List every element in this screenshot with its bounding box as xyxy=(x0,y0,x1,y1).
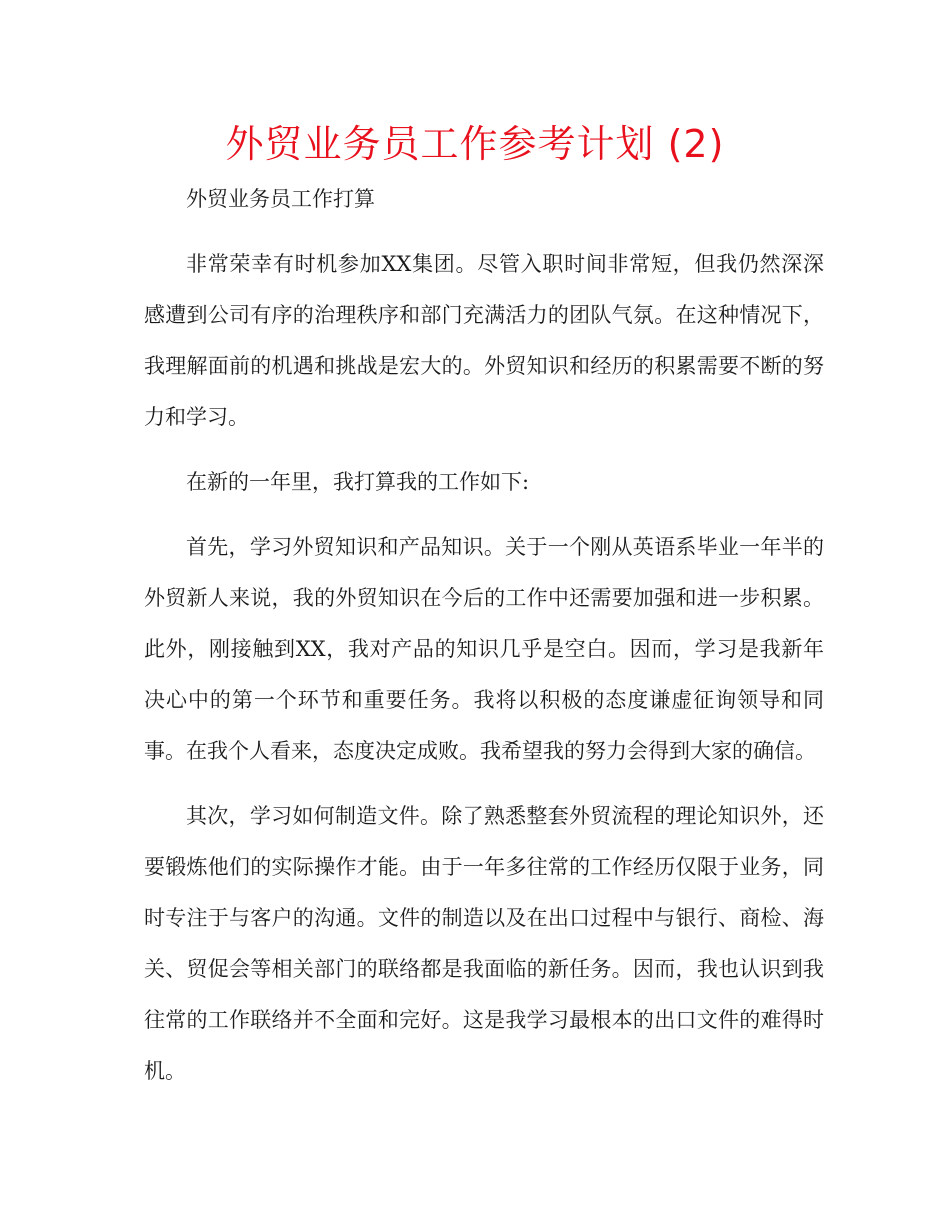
paragraph-first-point: 首先，学习外贸知识和产品知识。关于一个刚从英语系毕业一年半的外贸新人来说，我的外贸知识在今后的工作中还需要加强和进一步积累。此外，刚接触到XX，我对产品的知识几乎是空白。因而，学习是我新年决心中的第一个环节和重要任务。我将以积极的态度谦虚征询领导和同事。在我个人看来，态度决定成败。我希望我的努力会得到大家的确信。 xyxy=(144,535,824,763)
document-title: 外贸业务员工作参考计划 (2) xyxy=(225,122,725,166)
document-body xyxy=(144,174,824,1097)
paragraph-second-point: 其次，学习如何制造文件。除了熟悉整套外贸流程的理论知识外，还要锻炼他们的实际操作才能。由于一年多往常的工作经历仅限于业务，同时专注于与客户的沟通。文件的制造以及在出口过程中与银行、商检、海关、贸促会等相关部门的联络都是我面临的新任务。因而，我也认识到我往常的工作联络并不全面和完好。这是我学习最根本的出口文件的难得时机。 xyxy=(144,804,824,1083)
document-subtitle: 外贸业务员工作打算 xyxy=(186,187,375,211)
paragraph-plan-lead: 在新的一年里，我打算我的工作如下: xyxy=(186,470,530,494)
paragraph-intro: 非常荣幸有时机参加XX集团。尽管入职时间非常短，但我仍然深深感遭到公司有序的治理秩序和部门充满活力的团队气氛。在这种情况下，我理解面前的机遇和挑战是宏大的。外贸知识和经历的积累需要不断的努力和学习。 xyxy=(144,252,824,429)
